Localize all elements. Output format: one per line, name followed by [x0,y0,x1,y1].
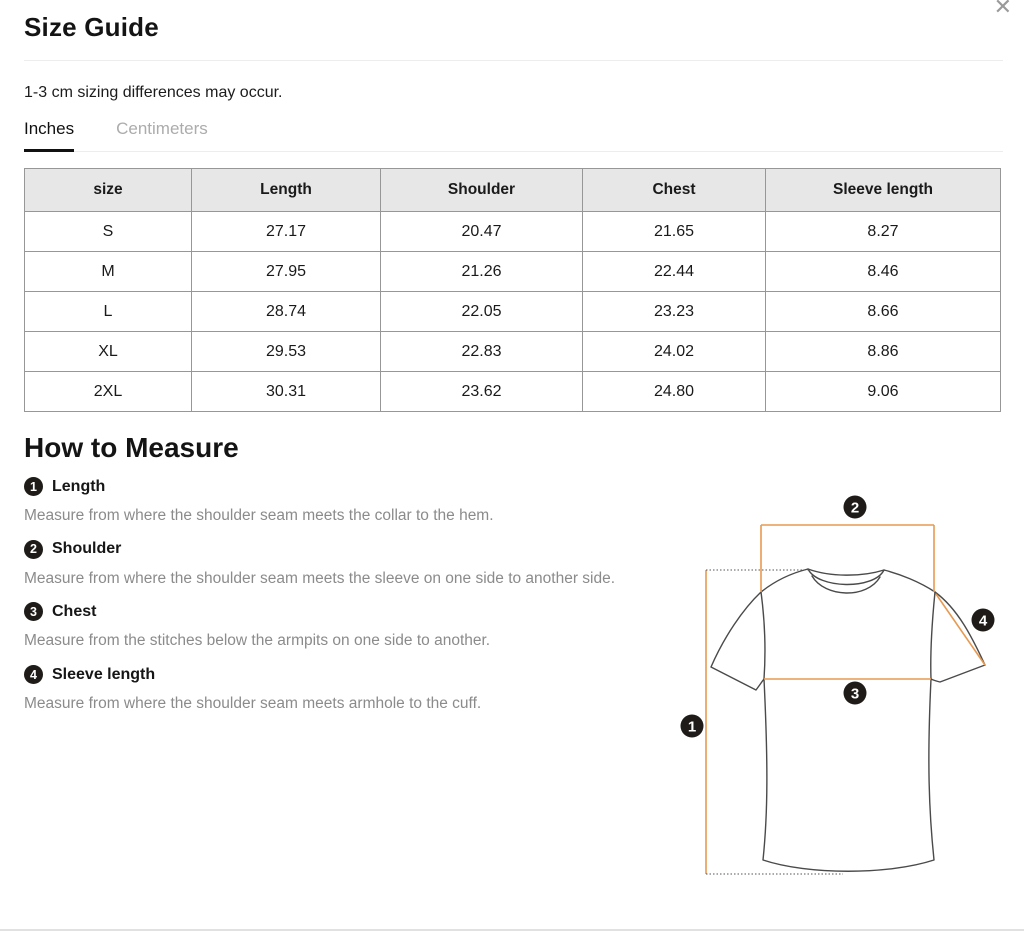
cell-length: 28.74 [192,292,381,332]
how-to-measure-title: How to Measure [24,432,239,463]
measure-description: Measure from where the shoulder seam meets the sleeve on one side to another side. [24,569,616,587]
cell-shoulder: 22.05 [381,292,583,332]
table-row [25,332,1001,372]
cell-chest: 21.65 [583,212,766,252]
cell-size: M [25,252,192,292]
cell-shoulder: 22.83 [381,332,583,372]
close-icon[interactable]: ✕ [993,0,1012,19]
col-header-chest: Chest [583,169,766,212]
cell-size: 2XL [25,372,192,412]
table-row [25,252,1001,292]
list-item [24,665,644,715]
tshirt-outline-icon [711,569,985,871]
tab-centimeters[interactable]: Centimeters [116,119,208,138]
list-item [24,540,644,590]
col-header-length: Length [192,169,381,212]
cell-chest: 24.02 [583,332,766,372]
list-item [24,477,644,527]
cell-size: S [25,212,192,252]
cell-shoulder: 21.26 [381,252,583,292]
col-header-sleeve-length: Sleeve length [766,169,1001,212]
marker-3-label: 3 [850,685,860,703]
size-table-header-row [25,169,1001,212]
cell-length: 29.53 [192,332,381,372]
cell-sleeve-length: 9.06 [766,372,1001,412]
cell-size: L [25,292,192,332]
measure-label: Shoulder [52,540,122,558]
number-badge-icon: 4 [24,665,43,684]
number-badge-icon: 1 [24,477,43,496]
sizing-note: 1-3 cm sizing differences may occur. [24,84,283,101]
list-item [24,602,644,652]
cell-length: 27.17 [192,212,381,252]
size-table [24,168,1001,412]
measure-list [24,477,644,715]
marker-4-label: 4 [978,612,988,630]
cell-shoulder: 23.62 [381,372,583,412]
measure-label: Chest [52,602,97,620]
cell-sleeve-length: 8.46 [766,252,1001,292]
cell-length: 30.31 [192,372,381,412]
table-row [25,372,1001,412]
measure-description: Measure from the stitches below the armpits on one side to another. [24,632,491,650]
cell-chest: 22.44 [583,252,766,292]
col-header-size: size [25,169,192,212]
marker-2-label: 2 [850,499,860,517]
cell-size: XL [25,332,192,372]
cell-chest: 23.23 [583,292,766,332]
cell-sleeve-length: 8.27 [766,212,1001,252]
cell-shoulder: 20.47 [381,212,583,252]
page-title: Size Guide [24,12,159,42]
header-divider [24,60,1003,61]
modal-header [0,0,1024,43]
marker-1-label: 1 [687,718,697,736]
measure-label: Sleeve length [52,665,156,683]
cell-length: 27.95 [192,252,381,292]
measure-description: Measure from where the shoulder seam meets armhole to the cuff. [24,695,482,713]
unit-tabs [24,119,1003,152]
number-badge-icon: 3 [24,602,43,621]
measure-label: Length [52,477,106,495]
table-row [25,292,1001,332]
number-badge-icon: 2 [24,540,43,559]
tab-inches[interactable]: Inches [24,119,74,152]
measure-description: Measure from where the shoulder seam meets the collar to the hem. [24,507,494,524]
col-header-shoulder: Shoulder [381,169,583,212]
table-row [25,212,1001,252]
cell-sleeve-length: 8.86 [766,332,1001,372]
tshirt-measurement-diagram [668,482,1008,887]
cell-sleeve-length: 8.66 [766,292,1001,332]
cell-chest: 24.80 [583,372,766,412]
